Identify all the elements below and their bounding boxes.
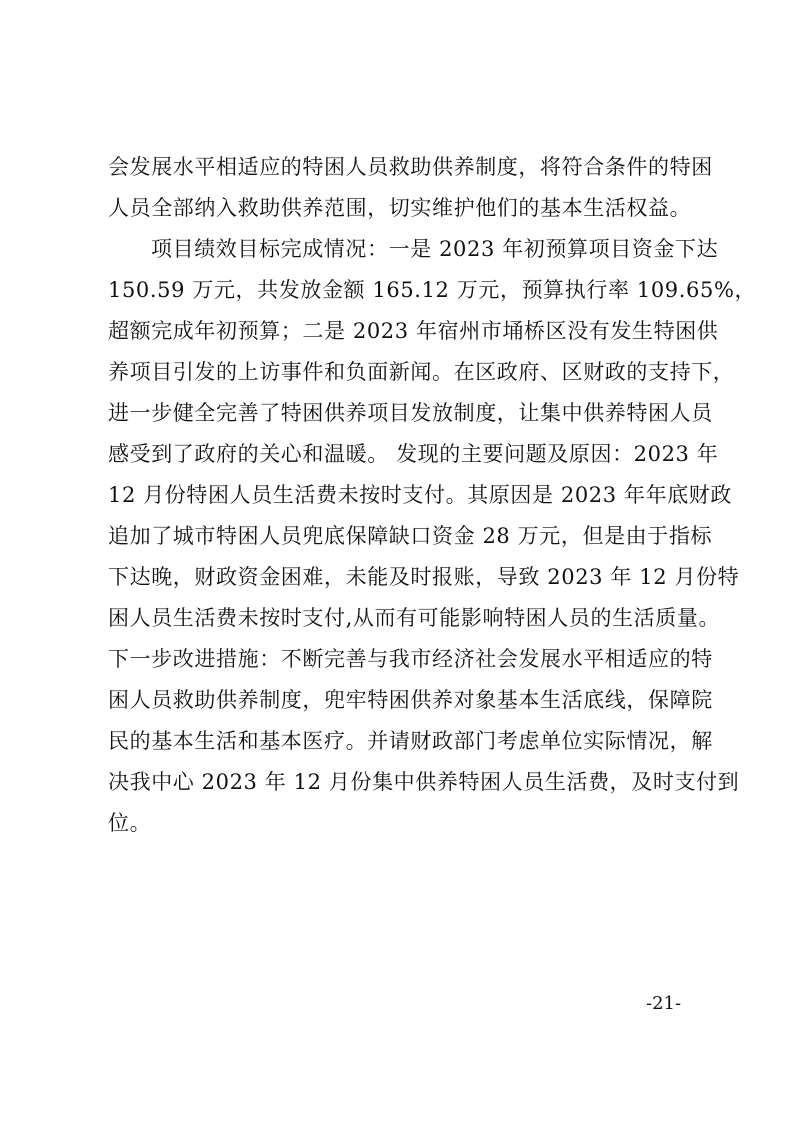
paragraph-line: 下达晚，财政资金困难，未能及时报账，导致 2023 年 12 月份特	[108, 565, 740, 589]
page-number: -21-	[646, 993, 682, 1014]
paragraph-line: 进一步健全完善了特困供养项目发放制度，让集中供养特困人员	[108, 401, 713, 425]
paragraph-line: 决我中心 2023 年 12 月份集中供养特困人员生活费，及时支付到	[108, 770, 740, 794]
paragraph-line: 感受到了政府的关心和温暖。 发现的主要问题及原因：2023 年	[108, 442, 719, 466]
paragraph-line: 困人员生活费未按时支付,从而有可能影响特困人员的生活质量。	[108, 606, 721, 630]
paragraph-line: 下一步改进措施：不断完善与我市经济社会发展水平相适应的特	[108, 647, 713, 671]
paragraph-line: 追加了城市特困人员兜底保障缺口资金 28 万元，但是由于指标	[108, 524, 713, 548]
paragraph-line: 养项目引发的上访事件和负面新闻。在区政府、区财政的支持下，	[108, 360, 735, 384]
paragraph-line: 位。	[108, 811, 152, 835]
paragraph-line: 困人员救助供养制度，兜牢特困供养对象基本生活底线，保障院	[108, 688, 713, 712]
paragraph-line: 12 月份特困人员生活费未按时支付。其原因是 2023 年年底财政	[108, 483, 732, 507]
paragraph-line: 150.59 万元，共发放金额 165.12 万元，预算执行率 109.65%，	[108, 278, 757, 302]
paragraph-line: 民的基本生活和基本医疗。并请财政部门考虑单位实际情况，解	[108, 729, 713, 753]
paragraph-line: 超额完成年初预算；二是 2023 年宿州市埇桥区没有发生特困供	[108, 319, 719, 343]
paragraph-line: 项目绩效目标完成情况：一是 2023 年初预算项目资金下达	[151, 237, 719, 261]
paragraph-line: 人员全部纳入救助供养范围，切实维护他们的基本生活权益。	[108, 196, 692, 220]
paragraph-line: 会发展水平相适应的特困人员救助供养制度，将符合条件的特困	[108, 155, 713, 179]
